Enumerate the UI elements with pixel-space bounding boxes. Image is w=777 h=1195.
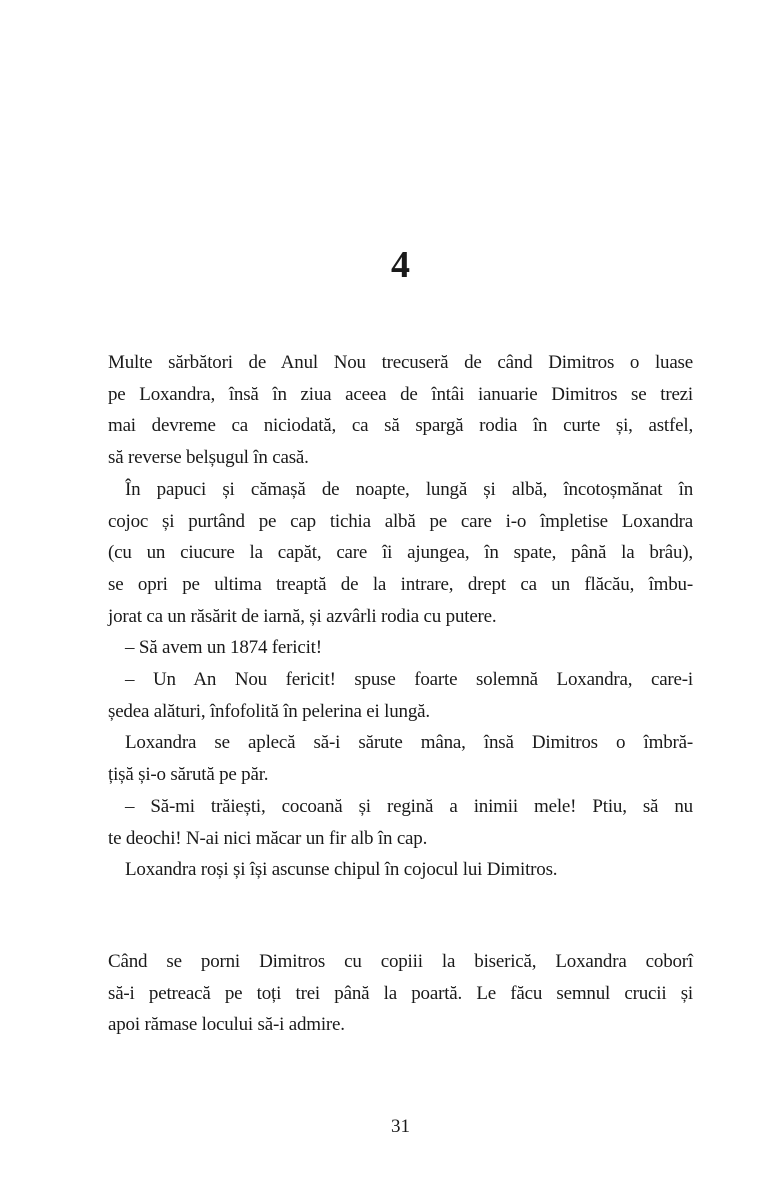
paragraph [108, 946, 693, 1041]
text-line: mai devreme ca niciodată, ca să spargă rodia în curte și, astfel, [108, 415, 693, 437]
text-line: (cu un ciucure la capăt, care îi ajungea, în spate, până la brâu), [108, 542, 693, 564]
text-line: cojoc și purtând pe cap tichia albă pe care i-o împletise Loxandra [108, 510, 693, 532]
text-line: țișă și-o sărută pe păr. [108, 764, 269, 786]
text-line: se opri pe ultima treaptă de la intrare, drept ca un flăcău, îmbu- [108, 573, 693, 595]
paragraph [108, 727, 693, 790]
paragraph [108, 664, 693, 727]
text-line: În papuci și cămașă de noapte, lungă și albă, încotoșmănat în [125, 478, 693, 500]
text-line: apoi rămase locului să-i admire. [108, 1014, 345, 1036]
paragraph [108, 791, 693, 854]
page-number: 31 [391, 1116, 410, 1137]
text-line: Loxandra se aplecă să-i sărute mâna, însă Dimitros o îmbră- [125, 732, 693, 754]
text-line: să reverse belșugul în casă. [108, 447, 309, 469]
text-line: – Să avem un 1874 fericit! [125, 637, 322, 659]
text-line: – Să-mi trăiești, cocoană și regină a inimii mele! Ptiu, să nu [125, 795, 693, 817]
text-line: jorat ca un răsărit de iarnă, și azvârli rodia cu putere. [108, 605, 497, 627]
text-line: ședea alături, înfofolită în pelerina ei lungă. [108, 700, 430, 722]
text-line: te deochi! N-ai nici măcar un fir alb în cap. [108, 827, 428, 849]
paragraph [108, 854, 693, 886]
text-line: – Un An Nou fericit! spuse foarte solemnă Loxandra, care-i [125, 669, 693, 691]
text-line: Multe sărbători de Anul Nou trecuseră de când Dimitros o luase [108, 352, 693, 373]
paragraph [108, 632, 693, 664]
paragraph [108, 474, 693, 633]
chapter-number-heading: 4 [391, 244, 410, 286]
text-line: să-i petreacă pe toți trei până la poartă. Le făcu semnul crucii și [108, 982, 693, 1004]
paragraph [108, 347, 693, 474]
text-line: Când se porni Dimitros cu copiii la biserică, Loxandra coborî [108, 950, 693, 972]
text-line: pe Loxandra, însă în ziua aceea de întâi ianuarie Dimitros se trezi [108, 383, 693, 405]
text-line: Loxandra roși și își ascunse chipul în cojocul lui Dimitros. [125, 859, 558, 881]
body-text [108, 347, 693, 1041]
